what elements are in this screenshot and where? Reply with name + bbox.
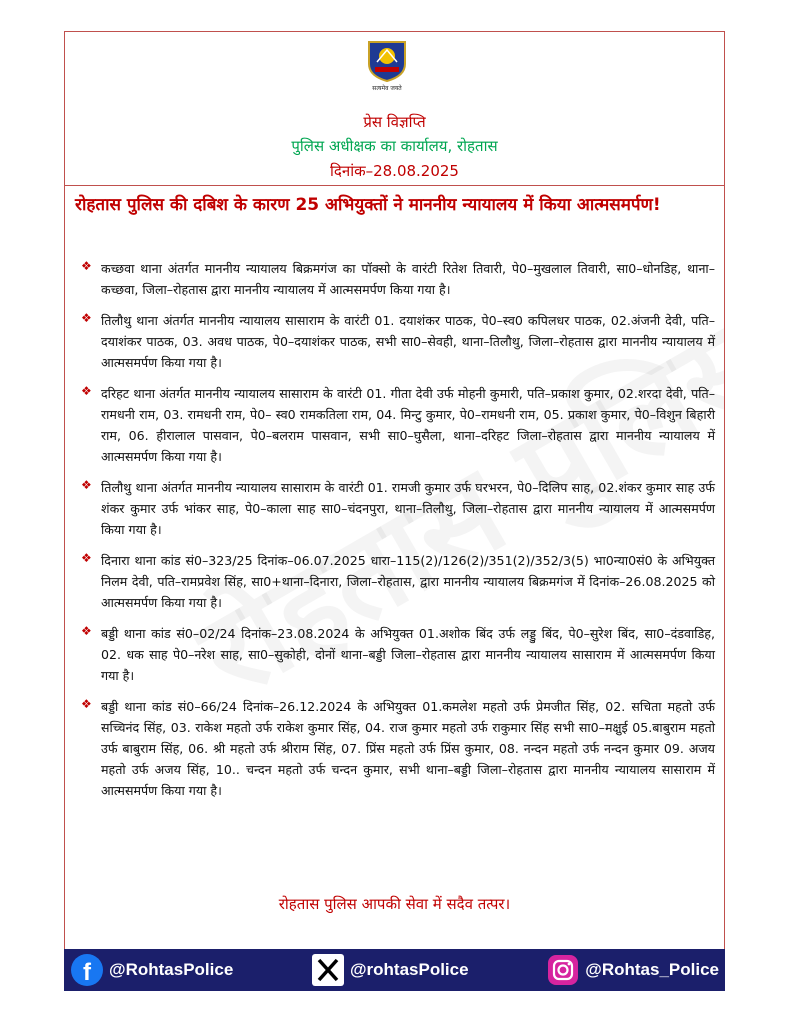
list-item — [79, 258, 715, 300]
diamond-bullet-icon: ❖ — [81, 551, 92, 565]
list-item-text: तिलौथु थाना अंतर्गत माननीय न्यायालय सासाराम के वारंटी 01. दयाशंकर पाठक, पे0–स्व0 कपिलधर पाठक, 02.अंजनी देवी, पति–दयाशंकर पाठक, 03. अवध पाठक, पे0–दयाशंकर पाठक, सभी सा0–सेवही, थाना–तिलौथु, जिला–रोहतास द्वारा माननीय न्यायालय में आत्मसमर्पण किया गया है। — [101, 313, 715, 370]
diamond-bullet-icon: ❖ — [81, 478, 92, 492]
list-item — [79, 383, 715, 467]
surrender-list — [79, 258, 715, 811]
logo-caption: सत्यमेव जयते — [372, 85, 402, 92]
facebook-icon — [70, 953, 104, 987]
header-divider — [65, 185, 724, 186]
closing-line: रोहतास पुलिस आपकी सेवा में सदैव तत्पर। — [278, 895, 511, 913]
diamond-bullet-icon: ❖ — [81, 624, 92, 638]
facebook-handle: @RohtasPolice — [109, 960, 234, 979]
svg-text:f: f — [83, 959, 91, 986]
headline: रोहतास पुलिस की दबिश के कारण 25 अभियुक्तों ने माननीय न्यायालय में किया आत्मसमर्पण! — [75, 195, 661, 215]
list-item — [79, 477, 715, 540]
diamond-bullet-icon: ❖ — [81, 697, 92, 711]
social-footer — [64, 949, 725, 991]
instagram-icon — [546, 953, 580, 987]
list-item — [79, 550, 715, 613]
list-item — [79, 696, 715, 801]
diamond-bullet-icon: ❖ — [81, 311, 92, 325]
x-logo-icon — [311, 953, 345, 987]
x-link[interactable] — [311, 953, 469, 987]
bihar-police-logo — [357, 40, 417, 92]
instagram-handle: @Rohtas_Police — [585, 960, 719, 979]
press-release-title: प्रेस विज्ञप्ति — [363, 113, 426, 131]
list-item-text: दिनारा थाना कांड सं0–323/25 दिनांक–06.07.2025 धारा–115(2)/126(2)/351(2)/352/3(5) भा0न्या0सं0 के अभियुक्त निलम देवी, पति–रामप्रवेश सिंह, सा0+थाना–दिनारा, जिला–रोहतास, द्वारा माननीय न्यायालय बिक्रमगंज में दिनांक–26.08.2025 को आत्मसमर्पण किया गया है। — [101, 553, 715, 610]
facebook-link[interactable] — [70, 953, 233, 987]
list-item — [79, 310, 715, 373]
instagram-link[interactable] — [546, 953, 719, 987]
police-badge-icon — [365, 40, 409, 82]
diamond-bullet-icon: ❖ — [81, 384, 92, 398]
press-release-frame — [64, 31, 725, 991]
list-item-text: कच्छवा थाना अंतर्गत माननीय न्यायालय बिक्रमगंज का पॉक्सो के वारंटी रितेश तिवारी, पे0–मुखलाल तिवारी, सा0–धोनडिह, थाना–कच्छवा, जिला–रोहतास द्वारा माननीय न्यायालय में आत्मसमर्पण किया गया है। — [101, 261, 715, 297]
list-item-text: दरिहट थाना अंतर्गत माननीय न्यायालय सासाराम के वारंटी 01. गीता देवी उर्फ मोहनी कुमारी, पति–प्रकाश कुमार, 02.शरदा देवी, पति–रामधनी राम, 03. रामधनी राम, पे0– स्व0 रामकतिला राम, 04. मिन्टु कुमार, पे0–रामधनी राम, 05. प्रकाश कुमार, पे0–विशुन बिहारी राम, 06. हीरालाल पासवान, पे0–बलराम पासवान, सभी सा0–घुसैला, थाना–दरिहट जिला–रोहतास द्वारा माननीय न्यायालय में आत्मसमर्पण किया गया है। — [101, 386, 715, 464]
list-item-text: बड्डी थाना कांड सं0–66/24 दिनांक–26.12.2024 के अभियुक्त 01.कमलेश महतो उर्फ प्रेमजीत सिंह, 02. सचिता महतो उर्फ सच्चिनंद सिंह, 03. राकेश महतो उर्फ राकेश कुमार सिंह, 04. राज कुमार महतो उर्फ राकुमार सिंह सभी सा0–मक्षुई 05.बाबुराम महतो उर्फ बाबुराम सिंह, 06. श्री महतो उर्फ श्रीराम सिंह, 07. प्रिंस महतो उर्फ प्रिंस कुमार, 08. नन्दन महतो उर्फ नन्दन कुमार 09. अजय महतो उर्फ अजय सिंह, 10.. चन्दन महतो उर्फ चन्दन कुमार, सभी थाना–बड्डी जिला–रोहतास द्वारा माननीय न्यायालय सासाराम में आत्मसमर्पण किया गया है। — [101, 699, 715, 798]
list-item-text: तिलौथु थाना अंतर्गत माननीय न्यायालय सासाराम के वारंटी 01. रामजी कुमार उर्फ घरभरन, पे0–दिलिप साह, 02.शंकर कुमार साह उर्फ शंकर कुमार उर्फ भांकर साह, पे0–काला साह सा0–चंदनपुरा, थाना–तिलौथु, जिला–रोहतास द्वारा माननीय न्यायालय में आत्मसमर्पण किया गया है। — [101, 480, 715, 537]
x-handle: @rohtasPolice — [349, 960, 469, 979]
release-date: दिनांक–28.08.2025 — [330, 162, 459, 180]
list-item — [79, 623, 715, 686]
list-item-text: बड्डी थाना कांड सं0–02/24 दिनांक–23.08.2024 के अभियुक्त 01.अशोक बिंद उर्फ लड्डु बिंद, पे0–सुरेश बिंद, सा0–दंडवाडिह, 02. धक साह पे0–नरेश साह, सा0–सुकोही, दोनों थाना–बड्डी जिला–रोहतास द्वारा माननीय न्यायालय सासाराम में आत्मसमर्पण किया गया है। — [101, 626, 715, 683]
diamond-bullet-icon: ❖ — [81, 259, 92, 273]
office-title: पुलिस अधीक्षक का कार्यालय, रोहतास — [291, 137, 498, 155]
